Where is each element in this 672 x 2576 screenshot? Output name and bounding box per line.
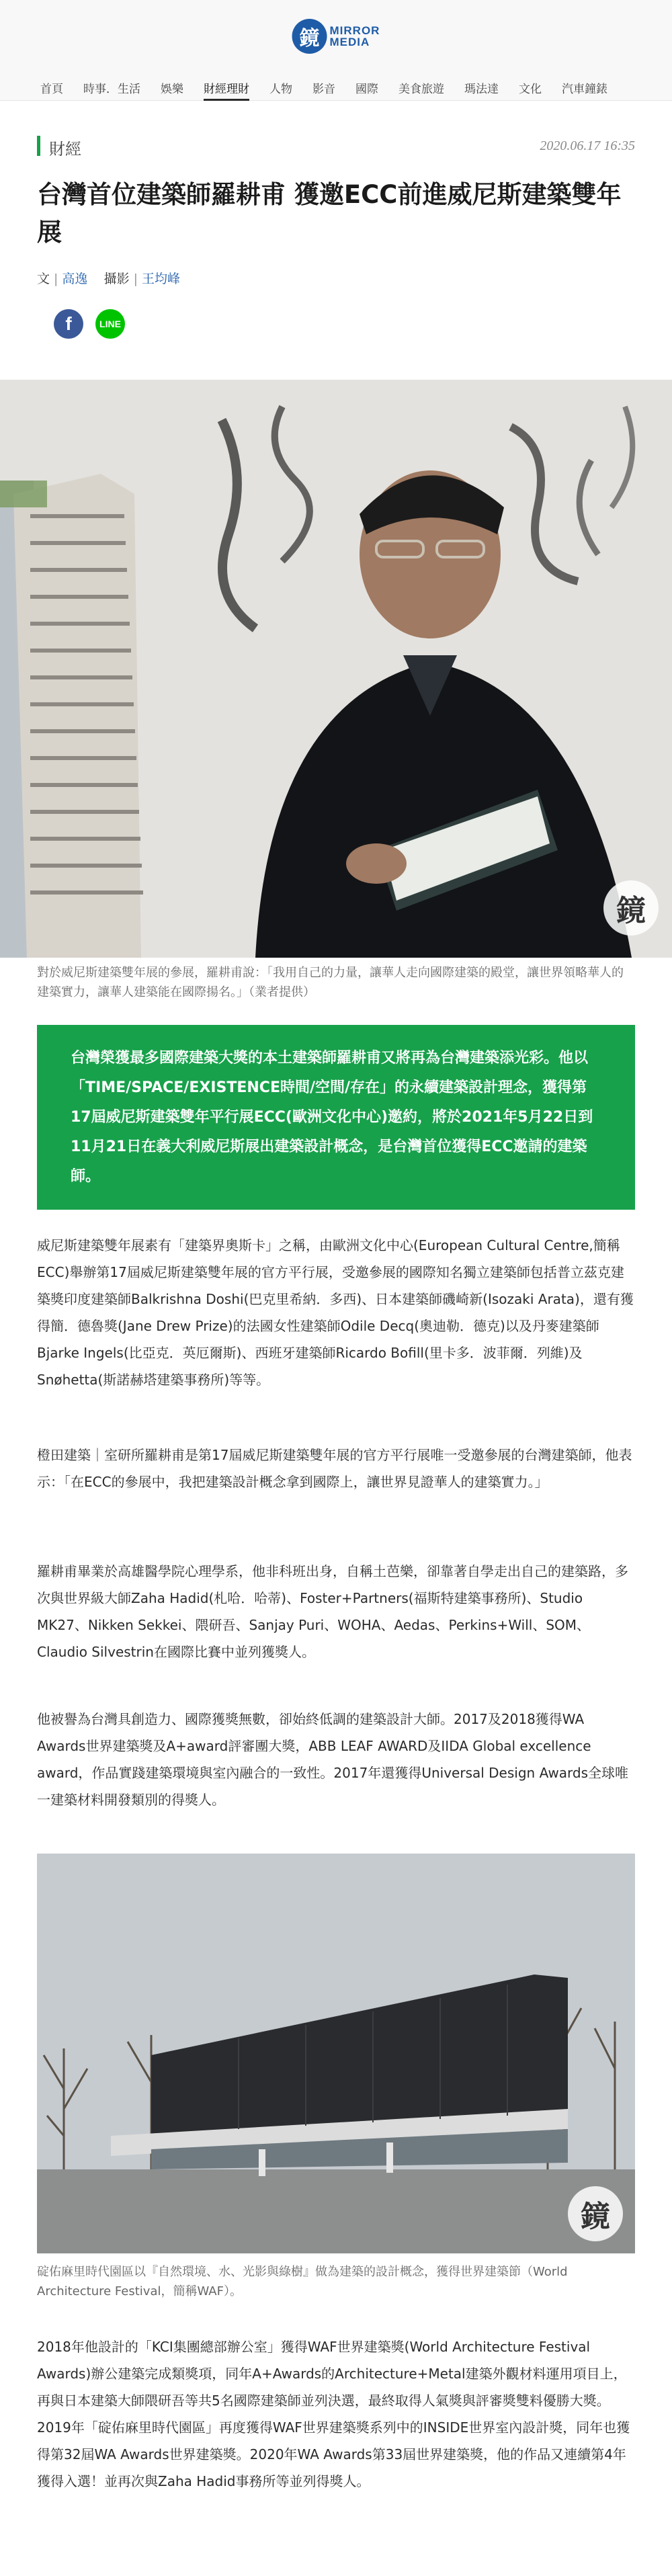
nav-item[interactable]: 人物 bbox=[269, 83, 292, 96]
writer-name[interactable]: 高逸 bbox=[62, 272, 88, 286]
main-nav bbox=[40, 79, 632, 101]
article-meta bbox=[37, 134, 635, 157]
nav-item[interactable]: 時事．生活 bbox=[83, 83, 140, 96]
nav-item[interactable]: 汽車鐘錶 bbox=[562, 83, 607, 96]
nav-item[interactable]: 財經理財 bbox=[204, 79, 249, 101]
nav-item[interactable]: 瑪法達 bbox=[464, 83, 499, 96]
nav-item[interactable]: 首頁 bbox=[40, 83, 63, 96]
building-caption: 碇佑麻里時代園區以『自然環境、水、光影與綠樹』做為建築的設計概念，獲得世界建築節（World Architecture Festival，簡稱WAF）。 bbox=[37, 2265, 568, 2298]
site-header bbox=[0, 0, 672, 101]
article-paragraph: 威尼斯建築雙年展素有「建築界奧斯卡」之稱，由歐洲文化中心(European Cultural Centre,簡稱ECC)舉辦第17屆威尼斯建築雙年展的官方平行展，受邀參展的國際知名獨立建築師包括普立茲克建築獎印度建築師Balkrishna Doshi(巴克里希納．多西)、日本建築師磯崎新(Isozaki Arata)，還有獲得簡．德魯獎(Jane Drew Prize)的法國女性建築師Odile Decq(奧迪勒．德克)以及丹麥建築師Bjarke Ingels(比亞克．英厄爾斯)、西班牙建築師Ricardo Bofill(里卡多．波菲爾．列維)及Snøhetta(斯諾赫塔建築事務所)等等。 bbox=[37, 1237, 634, 1388]
article-paragraph: 他被譽為台灣具創造力、國際獲獎無數，卻始終低調的建築設計大師。2017及2018獲得WA Awards世界建築獎及A+award評審團大獎，ABB LEAF AWARD及IIDA Global excellence award，作品實踐建築環境與室內融合的一致性。2017年還獲得Universal Design Awards全球唯一建築材料開發類別的得獎人。 bbox=[37, 1711, 629, 1808]
line-share-icon[interactable]: LINE bbox=[95, 309, 125, 339]
article-paragraph: 橙田建築｜室研所羅耕甫是第17屆威尼斯建築雙年展的官方平行展唯一受邀參展的台灣建築師，他表示：「在ECC的參展中，我把建築設計概念拿到國際上，讓世界見證華人的建築實力。」 bbox=[37, 1447, 632, 1490]
share-bar bbox=[54, 309, 125, 339]
facebook-share-icon[interactable]: f bbox=[54, 309, 83, 339]
photographer-name[interactable]: 王均峰 bbox=[142, 272, 181, 286]
watermark-icon: 鏡 bbox=[568, 2186, 623, 2241]
publish-date: 2020.06.17 16:35 bbox=[540, 138, 635, 153]
photographer-label: 攝影 bbox=[103, 272, 130, 286]
nav-item[interactable]: 美食旅遊 bbox=[398, 83, 444, 96]
site-logo[interactable] bbox=[292, 19, 380, 54]
building-image bbox=[37, 1854, 635, 2253]
nav-item[interactable]: 娛樂 bbox=[161, 83, 183, 96]
building-illustration bbox=[37, 1854, 635, 2253]
nav-item[interactable]: 影音 bbox=[312, 83, 335, 96]
article-paragraph: 2018年他設計的「KCI集團總部辦公室」獲得WAF世界建築獎(World Architecture Festival Awards)辦公建築完成類獎項，同年A+Awards的Architecture+Metal建築外觀材料運用項目上，再與日本建築大師隈研吾等共5名國際建築師並列決選，最終取得人氣獎與評審獎雙料優勝大獎。2019年「碇佑麻里時代園區」再度獲得WAF世界建築獎系列中的INSIDE世界室內設計獎，同年也獲得第32屆WA Awards世界建築獎。2020年WA Awards第33屆世界建築獎，他的作品又連續第4年獲得入選！並再次與Zaha Hadid事務所等並列得獎人。 bbox=[37, 2339, 630, 2489]
hero-caption: 對於威尼斯建築雙年展的參展，羅耕甫說：「我用自己的力量，讓華人走向國際建築的殿堂，讓世界領略華人的建築實力，讓華人建築能在國際揚名。」（業者提供） bbox=[37, 966, 624, 999]
article-title: 台灣首位建築師羅耕甫 獲邀ECC前進威尼斯建築雙年展 bbox=[37, 180, 622, 247]
nav-item[interactable]: 國際 bbox=[355, 83, 378, 96]
nav-item[interactable]: 文化 bbox=[519, 83, 542, 96]
category-label[interactable]: 財經 bbox=[49, 140, 81, 159]
hero-image bbox=[0, 380, 672, 958]
lead-highlight: 台灣榮獲最多國際建築大獎的本土建築師羅耕甫又將再為台灣建築添光彩。他以「TIME/SPACE/EXISTENCE時間/空間/存在」的永續建築設計理念，獲得第17屆威尼斯建築雙年平行展ECC(歐洲文化中心)邀約，將於2021年5月22日到11月21日在義大利威尼斯展出建築設計概念，是台灣首位獲得ECC邀請的建築師。 bbox=[37, 1025, 635, 1210]
watermark-icon: 鏡 bbox=[603, 880, 659, 936]
article-paragraph: 羅耕甫畢業於高雄醫學院心理學系，他非科班出身，自稱土芭樂，卻靠著自學走出自己的建築路，多次與世界級大師Zaha Hadid(札哈．哈蒂)、Foster+Partners(福斯特建築事務所)、Studio MK27、Nikken Sekkei、隈研吾、Sanjay Puri、WOHA、Aedas、Perkins+Will、SOM、Claudio Silvestrin在國際比賽中並列獲獎人。 bbox=[37, 1563, 628, 1660]
category-marker bbox=[37, 136, 40, 156]
logo-line-1: MIRROR bbox=[329, 24, 380, 37]
byline-separator: | bbox=[54, 272, 58, 286]
byline-separator: | bbox=[133, 272, 138, 286]
hero-illustration bbox=[0, 380, 672, 958]
logo-wordmark bbox=[330, 25, 380, 48]
logo-mark: 鏡 bbox=[292, 19, 327, 54]
logo-line-2: MEDIA bbox=[329, 36, 370, 48]
byline bbox=[37, 269, 180, 287]
writer-label: 文 bbox=[37, 272, 50, 286]
